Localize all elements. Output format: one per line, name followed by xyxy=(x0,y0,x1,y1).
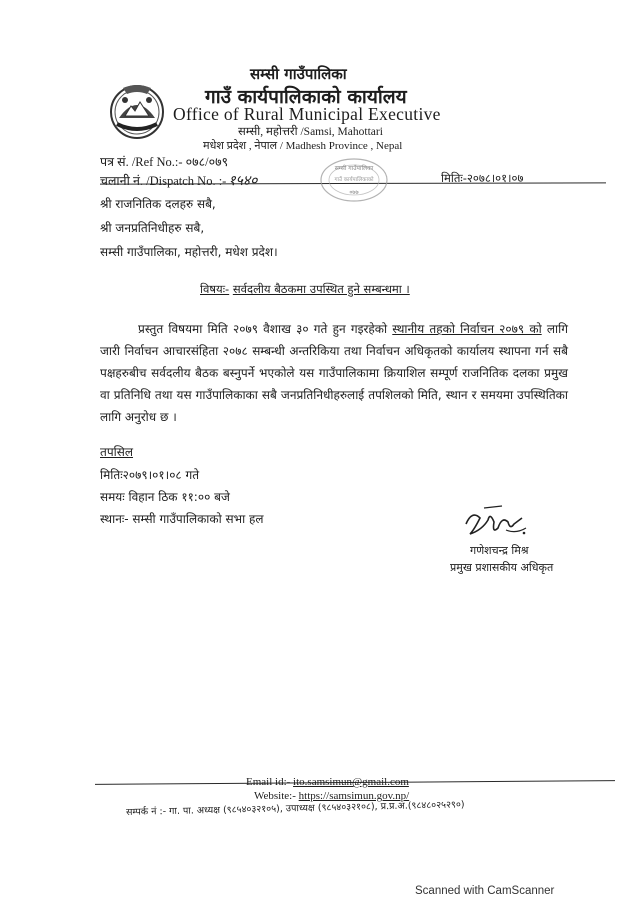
office-name-en: Office of Rural Municipal Executive xyxy=(173,104,441,124)
signatory-title: प्रमुख प्रशासकीय अधिकृत xyxy=(450,561,554,574)
footer-contact: सम्पर्क नं :- गा. पा. अध्यक्ष (९८५४०३२१०५), उपाध्यक्ष (९८५४०३२१०८), प्र.प्र.अ.(९८४८०२५२९०) xyxy=(125,799,465,818)
subject-label: विषयः- xyxy=(200,282,230,296)
addressee-line: श्री राजनितिक दलहरु सबै, xyxy=(100,197,216,211)
email-label: Email id:- xyxy=(246,776,291,788)
body-part-1: प्रस्तुत विषयमा मिति २०७९ वैशाख ३० गते हुन गइरहेको xyxy=(138,322,393,336)
email-link[interactable]: ito.samsimun@gmail.com xyxy=(293,776,409,788)
stamp-text-mid: गाउँ कार्यपालिकाको xyxy=(334,177,374,183)
details-heading: तपसिल xyxy=(100,445,134,459)
meeting-time: समयः विहान ठिक ११:०० बजे xyxy=(100,490,230,504)
website-link[interactable]: https://samsimun.gov.np/ xyxy=(298,790,410,802)
subject-text: सर्वदलीय बैठकमा उपस्थित हुने सम्बन्धमा । xyxy=(232,282,410,296)
scanner-watermark: Scanned with CamScanner xyxy=(415,885,555,897)
signature-image xyxy=(462,500,532,542)
stamp-text-top: सम्सी गाउँपालिका xyxy=(334,165,374,172)
addressee-line: श्री जनप्रतिनिधीहरु सबै, xyxy=(100,221,205,235)
signatory-name: गणेशचन्द्र मिश्र xyxy=(470,544,529,557)
meeting-place: स्थानः- सम्सी गाउँपालिकाको सभा हल xyxy=(100,512,264,526)
website-label: Website:- xyxy=(254,790,296,802)
dispatch-number xyxy=(100,171,257,190)
office-stamp xyxy=(318,156,390,204)
addressee-line: सम्सी गाउँपालिका, महोत्तरी, मधेश प्रदेश। xyxy=(100,245,278,259)
footer-email xyxy=(246,776,409,788)
address-line-1: सम्सी, महोत्तरी /Samsi, Mahottari xyxy=(238,126,383,138)
letter-body xyxy=(100,318,568,428)
stamp-text-num: ०७७ xyxy=(349,189,359,196)
body-underlined: स्थानीय तहको निर्वाचन २०७९ को xyxy=(392,322,542,336)
municipality-name-np: सम्सी गाउँपालिका xyxy=(250,65,347,83)
date-label: मितिः- xyxy=(441,171,467,185)
body-part-2: लागि जारी निर्वाचन आचारसंहिता २०७८ सम्बन्धी अन्तरिकिया तथा निर्वाचन अधिकृतको कार्यालय स्थापना गर्न सबै पक्षहरुबीच सर्वदलीय बैठक बस्नुपर्ने भएकोले यस गाउँपालिकामा क्रियाशिल सम्पूर्ण राजनितिक दलका प्रमुख वा प्रतिनिधि तथा यस गाउँपालिकाका सबै जनप्रतिनिधीहरुलाई तपशिलको मिति, स्थान र समयमा उपस्थितिका लागि अनुरोध छ । xyxy=(100,322,568,424)
dispatch-value: १५४० xyxy=(228,174,258,189)
date-value: २०७८।०१।०७ xyxy=(466,171,524,185)
subject-line xyxy=(200,282,410,297)
office-name-np: गाउँ कार्यपालिकाको कार्यालय xyxy=(205,86,407,108)
letter-date xyxy=(441,171,523,186)
meeting-date: मितिः२०७९।०१।०८ गते xyxy=(100,468,200,482)
ref-value: ०७८/०७९ xyxy=(185,155,229,169)
dispatch-label: चलानी नं. /Dispatch No. :- xyxy=(100,174,227,188)
address-line-2: मधेश प्रदेश , नेपाल / Madhesh Province , Nepal xyxy=(203,140,403,152)
ref-number xyxy=(100,153,228,170)
nepal-emblem-icon xyxy=(105,78,169,142)
ref-label: पत्र सं. /Ref No.:- xyxy=(100,155,183,169)
